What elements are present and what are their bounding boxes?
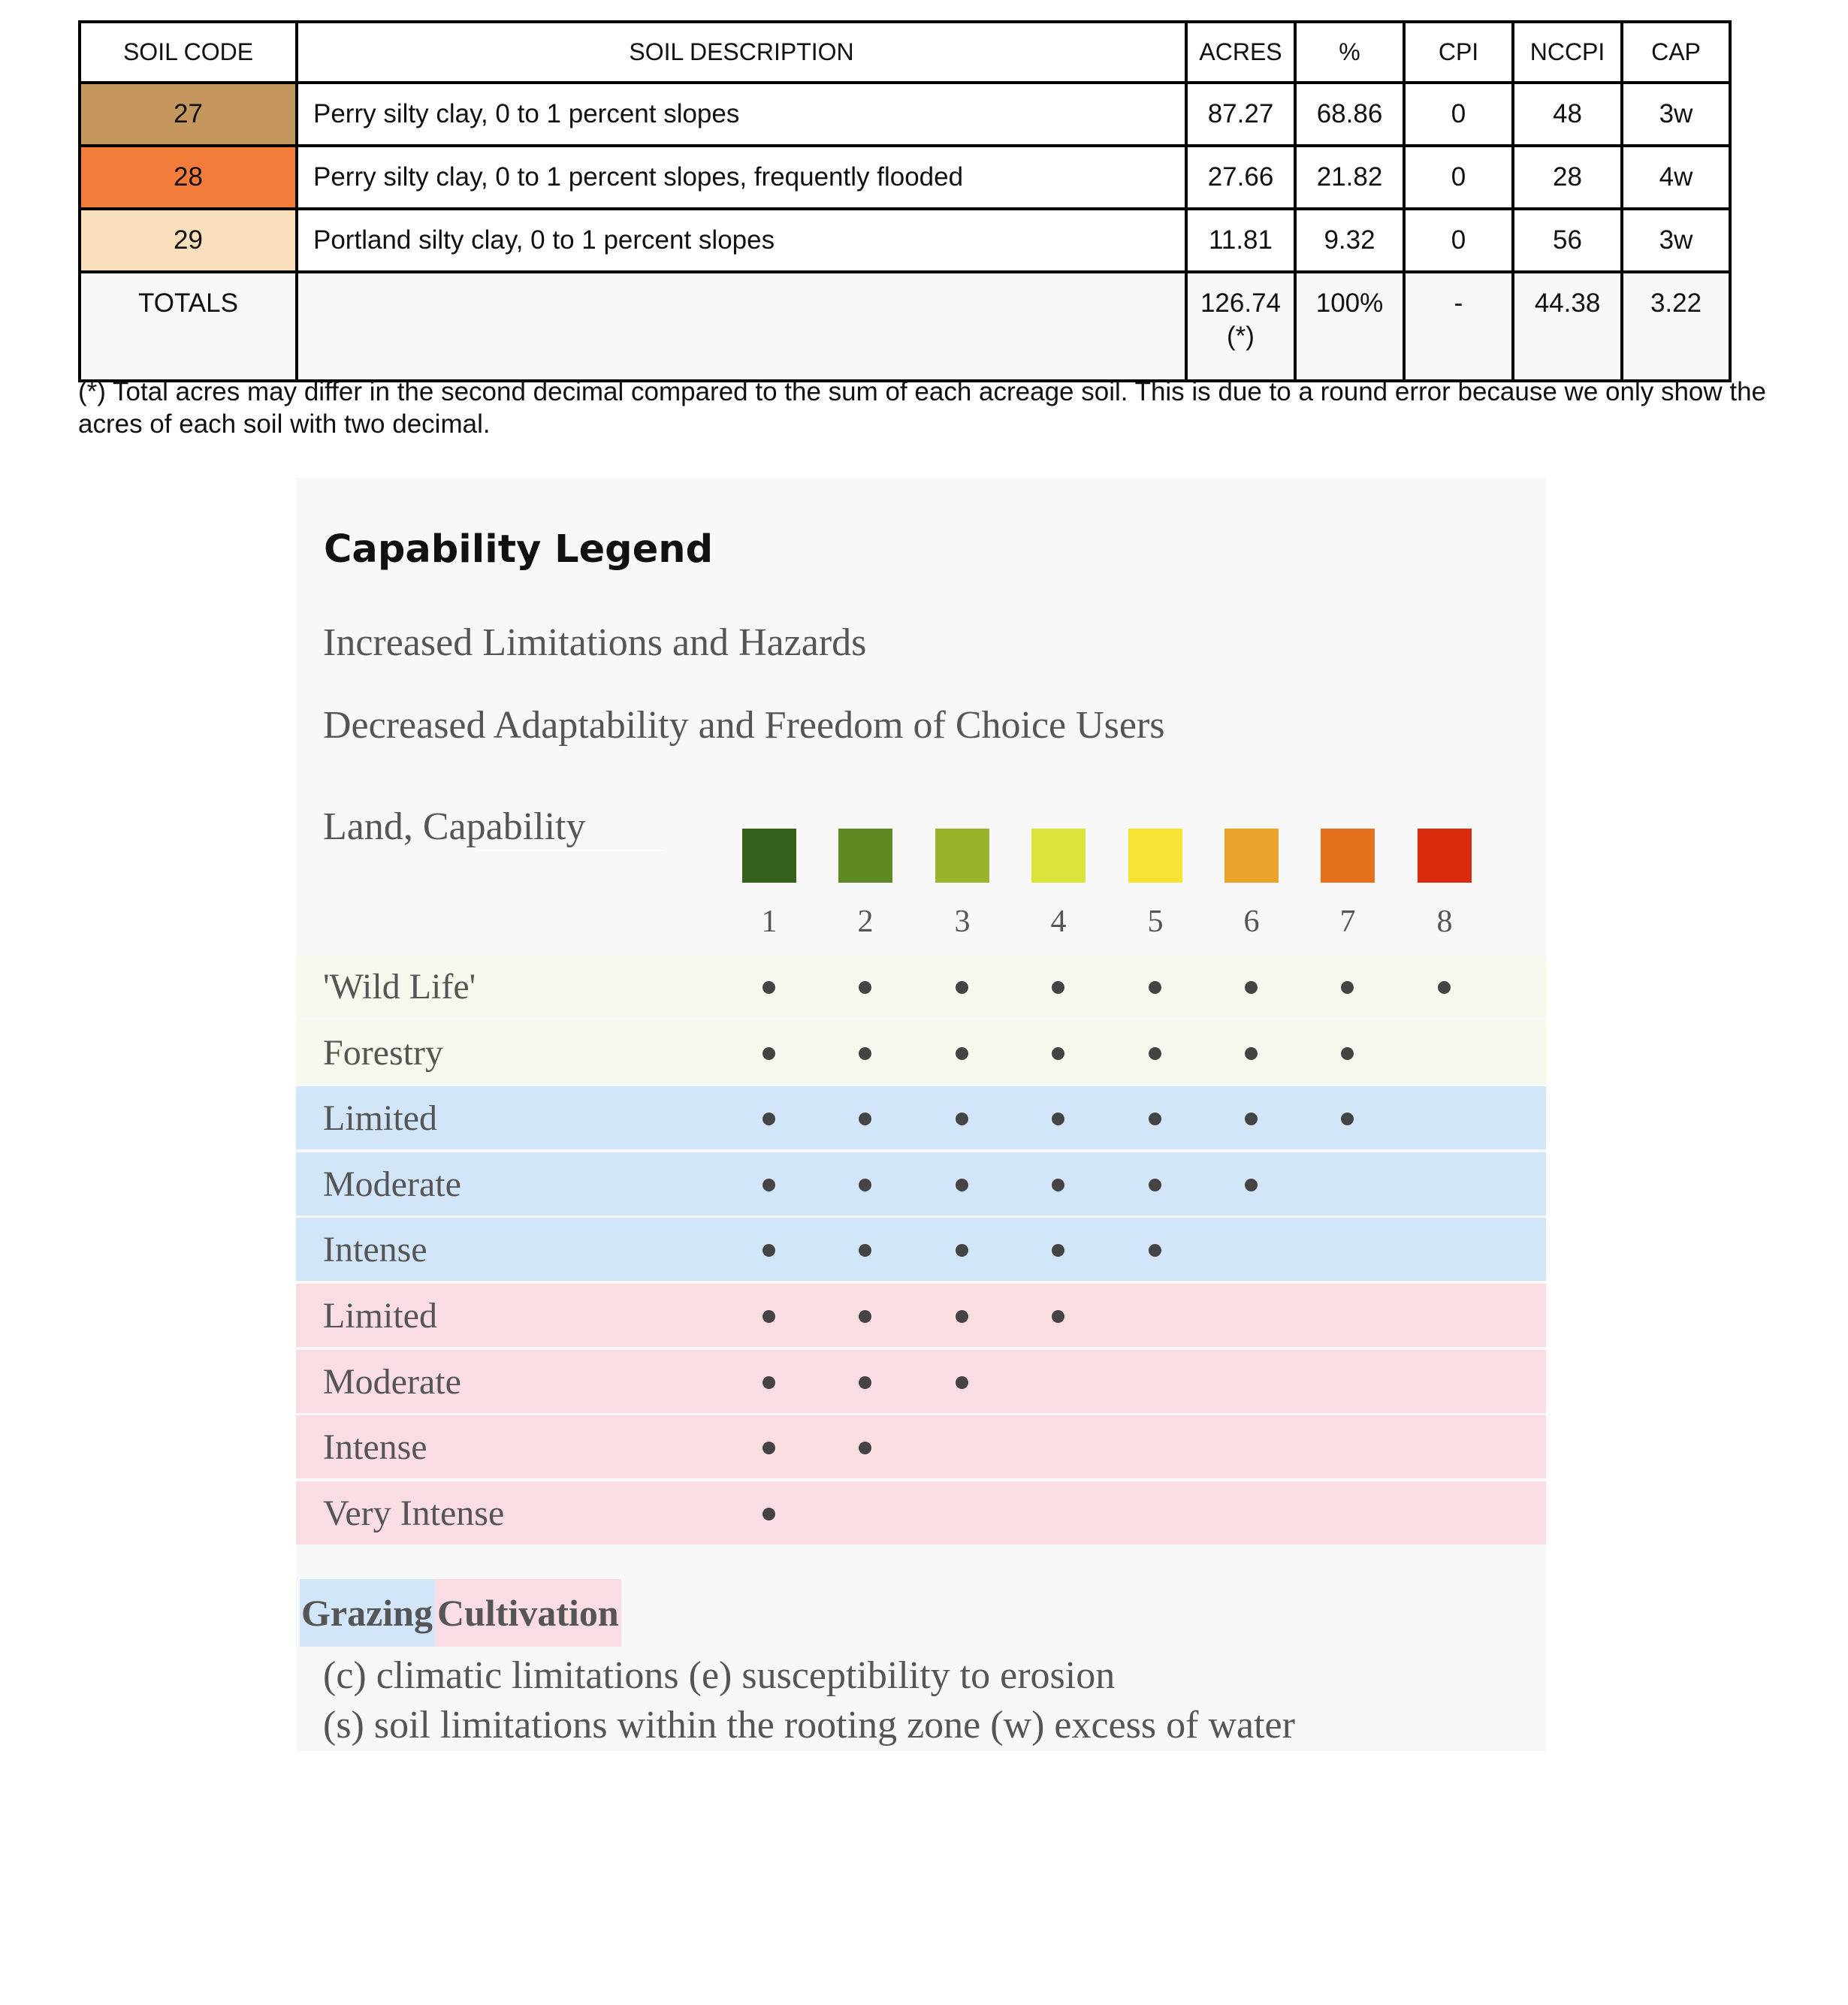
suitability-dot bbox=[762, 1244, 775, 1257]
label-underline bbox=[476, 850, 664, 851]
suitability-dot bbox=[859, 1376, 871, 1389]
class-2-number: 2 bbox=[857, 904, 874, 939]
suitability-dot bbox=[956, 1179, 968, 1191]
header-soil-code: SOIL CODE bbox=[80, 22, 297, 83]
class-5-number: 5 bbox=[1147, 904, 1164, 939]
suitability-dot bbox=[1341, 981, 1354, 994]
land-use-label: Moderate bbox=[323, 1164, 461, 1204]
suitability-dot bbox=[1052, 1047, 1064, 1060]
nccpi-cell: 28 bbox=[1513, 146, 1622, 209]
suitability-dot bbox=[1149, 1113, 1161, 1125]
totals-description bbox=[297, 272, 1186, 381]
suitability-dot bbox=[1245, 981, 1258, 994]
class-3-number: 3 bbox=[954, 904, 971, 939]
suitability-dot bbox=[956, 981, 968, 994]
land-capability-label: Land, Capability bbox=[323, 805, 586, 848]
cap-cell: 4w bbox=[1622, 146, 1730, 209]
soil-description-cell: Perry silty clay, 0 to 1 percent slopes, frequently flooded bbox=[297, 146, 1186, 209]
capability-legend bbox=[296, 478, 1546, 1751]
header-cap: CAP bbox=[1622, 22, 1730, 83]
acres-cell: 27.66 bbox=[1186, 146, 1295, 209]
cap-cell: 3w bbox=[1622, 83, 1730, 146]
suitability-dot bbox=[859, 981, 871, 994]
suitability-dot bbox=[956, 1113, 968, 1125]
land-use-label: Intense bbox=[323, 1427, 427, 1467]
table-header-row bbox=[80, 22, 1730, 83]
land-use-row bbox=[296, 1284, 1546, 1347]
suitability-dot bbox=[1052, 1310, 1064, 1323]
cpi-cell: 0 bbox=[1404, 209, 1513, 272]
suitability-dot bbox=[956, 1376, 968, 1389]
suitability-dot bbox=[859, 1310, 871, 1323]
suitability-dot bbox=[859, 1442, 871, 1454]
soil-description-cell: Perry silty clay, 0 to 1 percent slopes bbox=[297, 83, 1186, 146]
land-use-row bbox=[296, 1481, 1546, 1545]
suitability-dot bbox=[762, 1113, 775, 1125]
class-8-number: 8 bbox=[1436, 904, 1453, 939]
class-7-swatch bbox=[1321, 829, 1375, 883]
suitability-dot bbox=[762, 1442, 775, 1454]
soil-code-cell: 29 bbox=[80, 209, 297, 272]
percent-cell: 68.86 bbox=[1295, 83, 1404, 146]
nccpi-cell: 56 bbox=[1513, 209, 1622, 272]
acres-cell: 87.27 bbox=[1186, 83, 1295, 146]
class-1-swatch bbox=[742, 829, 796, 883]
header-acres: ACRES bbox=[1186, 22, 1295, 83]
land-use-label: 'Wild Life' bbox=[323, 967, 476, 1007]
suitability-dot bbox=[1052, 1179, 1064, 1191]
suitability-dot bbox=[762, 981, 775, 994]
class-1-number: 1 bbox=[761, 904, 778, 939]
land-use-row bbox=[296, 1415, 1546, 1478]
land-use-row bbox=[296, 1086, 1546, 1149]
legend-subtitle-adaptability: Decreased Adaptability and Freedom of Choice Users bbox=[323, 704, 1165, 747]
acres-cell: 11.81 bbox=[1186, 209, 1295, 272]
suitability-dot bbox=[859, 1244, 871, 1257]
limitation-note-1: (c) climatic limitations (e) susceptibility to erosion bbox=[323, 1654, 1116, 1697]
header-cpi: CPI bbox=[1404, 22, 1513, 83]
class-3-swatch bbox=[935, 829, 989, 883]
limitation-note-2: (s) soil limitations within the rooting zone (w) excess of water bbox=[323, 1704, 1295, 1747]
cultivation-tag: Cultivation bbox=[435, 1579, 621, 1647]
class-6-swatch bbox=[1224, 829, 1279, 883]
suitability-dot bbox=[1245, 1047, 1258, 1060]
suitability-dot bbox=[762, 1508, 775, 1520]
suitability-dot bbox=[1149, 981, 1161, 994]
suitability-dot bbox=[1149, 1179, 1161, 1191]
suitability-dot bbox=[1245, 1113, 1258, 1125]
class-2-swatch bbox=[838, 829, 892, 883]
percent-cell: 9.32 bbox=[1295, 209, 1404, 272]
totals-row bbox=[80, 272, 1730, 381]
suitability-dot bbox=[1438, 981, 1451, 994]
land-use-row bbox=[296, 1350, 1546, 1413]
totals-percent: 100% bbox=[1295, 272, 1404, 381]
soil-code-cell: 28 bbox=[80, 146, 297, 209]
land-use-row bbox=[296, 1021, 1546, 1084]
soil-code-cell: 27 bbox=[80, 83, 297, 146]
acres-footnote: (*) Total acres may differ in the second decimal compared to the sum of each acreage soil. This is due to a round error because we only show the acres of each soil with two decimal. bbox=[78, 377, 1767, 439]
land-use-label: Moderate bbox=[323, 1362, 461, 1402]
cpi-cell: 0 bbox=[1404, 83, 1513, 146]
class-6-number: 6 bbox=[1243, 904, 1260, 939]
suitability-dot bbox=[1341, 1047, 1354, 1060]
table-row bbox=[80, 209, 1730, 272]
grazing-tag: Grazing bbox=[300, 1579, 437, 1647]
totals-nccpi: 44.38 bbox=[1513, 272, 1622, 381]
class-4-swatch bbox=[1031, 829, 1086, 883]
class-4-number: 4 bbox=[1050, 904, 1067, 939]
totals-acres: 126.74(*) bbox=[1186, 272, 1295, 381]
table-row bbox=[80, 83, 1730, 146]
land-use-label: Very Intense bbox=[323, 1493, 505, 1533]
header-nccpi: NCCPI bbox=[1513, 22, 1622, 83]
header-percent: % bbox=[1295, 22, 1404, 83]
class-5-swatch bbox=[1128, 829, 1182, 883]
soil-table bbox=[78, 20, 1732, 382]
header-soil-description: SOIL DESCRIPTION bbox=[297, 22, 1186, 83]
suitability-dot bbox=[1052, 981, 1064, 994]
percent-cell: 21.82 bbox=[1295, 146, 1404, 209]
suitability-dot bbox=[1052, 1244, 1064, 1257]
class-7-number: 7 bbox=[1339, 904, 1356, 939]
totals-label: TOTALS bbox=[80, 272, 297, 381]
cap-cell: 3w bbox=[1622, 209, 1730, 272]
suitability-dot bbox=[956, 1310, 968, 1323]
class-8-swatch bbox=[1418, 829, 1472, 883]
soil-description-cell: Portland silty clay, 0 to 1 percent slopes bbox=[297, 209, 1186, 272]
land-use-label: Intense bbox=[323, 1230, 427, 1270]
land-use-label: Forestry bbox=[323, 1033, 443, 1073]
legend-title: Capability Legend bbox=[324, 527, 714, 572]
legend-subtitle-limitations: Increased Limitations and Hazards bbox=[323, 621, 867, 664]
land-use-label: Limited bbox=[323, 1098, 437, 1138]
suitability-dot bbox=[762, 1047, 775, 1060]
suitability-dot bbox=[1245, 1179, 1258, 1191]
land-use-label: Limited bbox=[323, 1296, 437, 1336]
suitability-dot bbox=[1341, 1113, 1354, 1125]
totals-cpi: - bbox=[1404, 272, 1513, 381]
totals-cap: 3.22 bbox=[1622, 272, 1730, 381]
nccpi-cell: 48 bbox=[1513, 83, 1622, 146]
suitability-dot bbox=[762, 1310, 775, 1323]
suitability-dot bbox=[762, 1376, 775, 1389]
suitability-dot bbox=[859, 1113, 871, 1125]
suitability-dot bbox=[859, 1179, 871, 1191]
land-use-row bbox=[296, 1218, 1546, 1281]
suitability-dot bbox=[1052, 1113, 1064, 1125]
land-use-row bbox=[296, 955, 1546, 1018]
suitability-dot bbox=[859, 1047, 871, 1060]
suitability-dot bbox=[1149, 1244, 1161, 1257]
land-use-row bbox=[296, 1152, 1546, 1215]
suitability-dot bbox=[1149, 1047, 1161, 1060]
table-row bbox=[80, 146, 1730, 209]
cpi-cell: 0 bbox=[1404, 146, 1513, 209]
suitability-dot bbox=[762, 1179, 775, 1191]
suitability-dot bbox=[956, 1244, 968, 1257]
suitability-dot bbox=[956, 1047, 968, 1060]
